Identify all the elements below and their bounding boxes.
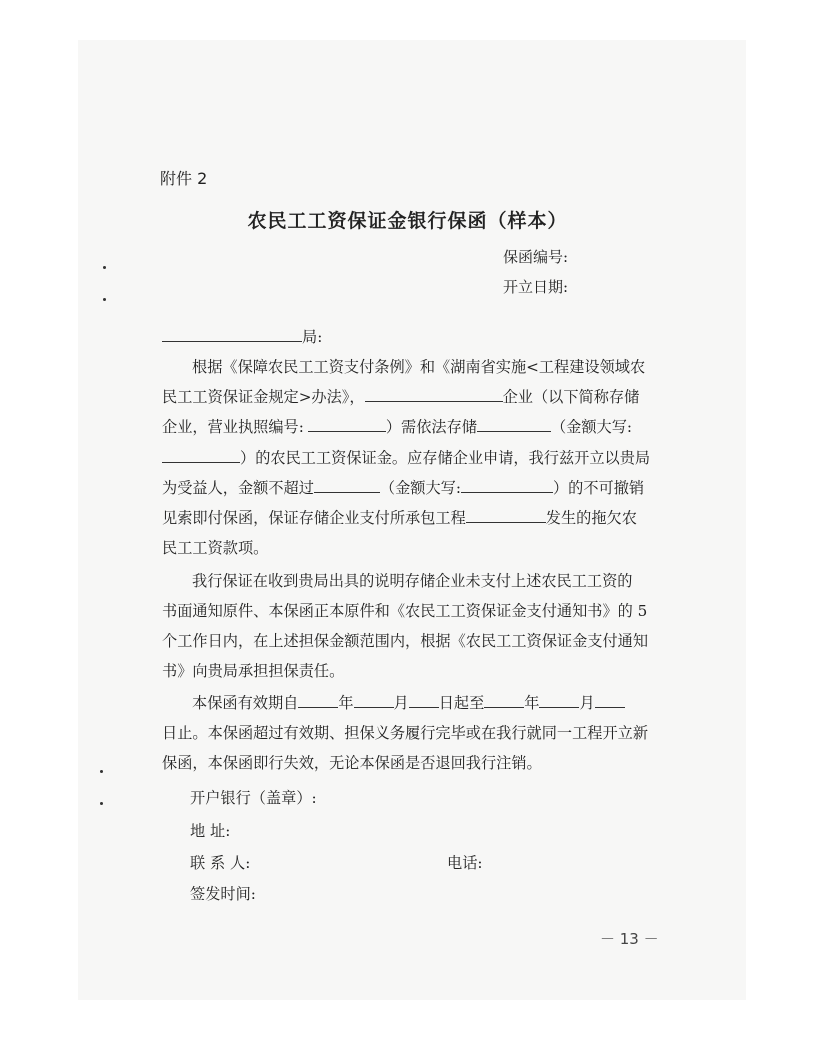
max-amount-blank[interactable]	[314, 478, 380, 493]
issue-time-label: 签发时间:	[190, 885, 256, 903]
para3-text: 月	[579, 694, 595, 712]
addressee-blank[interactable]	[162, 327, 302, 342]
para1-line-1: 根据《保障农民工工资支付条例》和《湖南省实施<工程建设领域农	[192, 358, 646, 376]
scan-dot	[100, 802, 103, 805]
para3-text: 本保函有效期自	[192, 694, 299, 712]
para1-text: （金额大写:	[379, 479, 461, 497]
para3-text: 日起至	[438, 694, 485, 712]
issue-date-label: 开立日期:	[503, 278, 569, 296]
para3-line-3: 保函，本保函即行失效，无论本保函是否退回我行注销。	[162, 754, 542, 772]
max-amount-words-blank[interactable]	[461, 478, 553, 493]
para3-line-2: 日止。本保函超过有效期、担保义务履行完毕或在我行就同一工程开立新	[162, 724, 648, 742]
bank-seal-label: 开户银行（盖章）:	[190, 789, 317, 807]
para1-line-2	[162, 386, 639, 407]
para1-text: ）的不可撤销	[552, 479, 645, 497]
project-name-blank[interactable]	[466, 508, 546, 523]
para1-text: ）的农民工工资保证金。应存储企业申请，我行兹开立以贵局	[240, 449, 651, 467]
para3-text: 月	[393, 694, 409, 712]
addressee-suffix: 局:	[302, 328, 323, 346]
para2-line-2: 书面通知原件、本保函正本原件和《农民工工资保证金支付通知书》的 5	[162, 602, 648, 620]
para3-line-1	[192, 692, 625, 713]
para1-line-5	[162, 477, 644, 498]
para1-text: ）需依法存储	[385, 418, 477, 436]
addressee-line	[162, 326, 322, 347]
para2-line-3: 个工作日内，在上述担保金额范围内，根据《农民工工资保证金支付通知	[162, 632, 648, 650]
phone-label: 电话:	[447, 854, 483, 872]
contact-label: 联 系 人:	[190, 854, 251, 872]
deposit-amount-words-blank[interactable]	[162, 448, 240, 463]
end-day-blank[interactable]	[595, 693, 625, 708]
start-year-blank[interactable]	[298, 693, 338, 708]
para1-line-3	[162, 416, 632, 437]
para1-text: 企业，营业执照编号:	[162, 418, 304, 436]
scan-dot	[100, 770, 103, 773]
end-year-blank[interactable]	[484, 693, 524, 708]
para1-text: 为受益人，金额不超过	[162, 479, 314, 497]
para3-text: 年	[524, 694, 540, 712]
page-number: － 13 －	[600, 930, 659, 948]
para1-line-6	[162, 507, 637, 528]
para1-text: 见索即付保函，保证存储企业支付所承包工程	[162, 509, 466, 527]
para1-line-4	[162, 447, 650, 468]
para1-text: 企业（以下简称存储	[502, 388, 640, 406]
attachment-label: 附件 2	[160, 169, 208, 188]
scan-dot	[103, 298, 106, 301]
start-day-blank[interactable]	[409, 693, 439, 708]
guarantee-number-label: 保函编号:	[503, 248, 569, 266]
license-number-blank[interactable]	[308, 417, 386, 432]
document-title: 农民工工资保证金银行保函（样本）	[247, 210, 568, 232]
para1-line-7: 民工工资款项。	[162, 539, 269, 557]
deposit-amount-blank[interactable]	[477, 417, 551, 432]
para1-text: 发生的拖欠农	[545, 509, 637, 527]
para1-text: （金额大写:	[550, 418, 632, 436]
para3-text: 年	[338, 694, 354, 712]
scan-dot	[103, 266, 106, 269]
para2-line-1: 我行保证在收到贵局出具的说明存储企业未支付上述农民工工资的	[192, 572, 633, 590]
para2-line-4: 书》向贵局承担担保责任。	[162, 662, 345, 680]
address-label: 地 址:	[190, 822, 231, 840]
enterprise-name-blank[interactable]	[365, 387, 503, 402]
start-month-blank[interactable]	[354, 693, 394, 708]
end-month-blank[interactable]	[539, 693, 579, 708]
para1-text: 民工工资保证金规定>办法》，	[162, 388, 365, 406]
